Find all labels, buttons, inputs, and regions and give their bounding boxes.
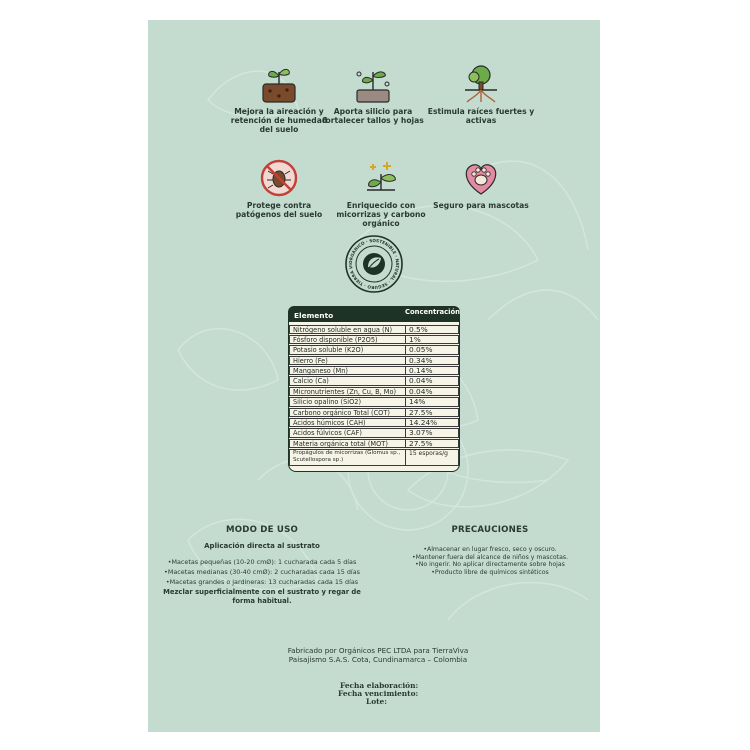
usage-item: •Macetas grandes o jardineras: 13 cucharadas cada 15 días [165,578,359,587]
row-name: Ácidos húmicos (CAH) [289,418,406,427]
feature-roots [426,62,536,126]
row-name: Propágulos de micorrizas (Glomus sp., Scutellospora sp.) [289,449,406,466]
row-name: Micronutrientes (Zn, Cu, B, Mo) [289,387,406,396]
row-value: 14.24% [406,418,459,427]
table-row [289,334,459,344]
organic-seal-logo [344,234,404,294]
usage-title: MODO DE USO [226,525,298,535]
feature-enriched-text: Enriquecido con micorrizas y carbono orgánico [336,201,426,228]
manufacturer-line-2: Paisajismo S.A.S. Cota, Cundinamarca – Colombia [288,655,468,665]
table-row [289,418,459,428]
row-name: Hierro (Fe) [289,356,406,365]
feature-silicon [318,62,428,126]
soil-sprout-icon [257,62,301,106]
row-value: 27.5% [406,408,459,417]
header-concentration: Concentración [404,308,460,316]
usage-item: •Macetas medianas (30-40 cmØ): 2 cucharadas cada 15 días [164,568,360,577]
precaution-item: •Almacenar en lugar fresco, seco y oscuro. [423,546,557,554]
row-value: 0.34% [406,356,459,365]
table-row [289,386,459,396]
row-value: 3.07% [406,428,459,437]
row-name: Potasio soluble (K2O) [289,345,406,354]
precaution-item: •No ingerir. No aplicar directamente sobre hojas [415,561,565,569]
enriched-plant-icon [359,156,403,200]
feature-protect-text: Protege contra patógenos del suelo [235,201,323,219]
no-pest-icon [257,156,301,200]
row-value: 14% [406,397,459,406]
feature-silicon-text: Aporta silicio para fortalecer tallos y hojas [322,107,424,125]
table-row [289,376,459,386]
lot-label: Lote: [366,696,387,706]
table-header [288,306,460,322]
row-name: Manganeso (Mn) [289,366,406,375]
pet-heart-icon [459,156,503,200]
feature-aeration-text: Mejora la aireación y retención de humedad del suelo [230,107,328,134]
elaboration-date-label: Fecha elaboración: [340,681,419,690]
table-row [289,449,459,467]
manufacturer-line-1: Fabricado por Orgánicos PEC LTDA para TierraViva [287,646,469,655]
row-name: Carbono orgánico Total (COT) [289,408,406,417]
usage-section [162,525,362,605]
usage-item: •Macetas pequeñas (10-20 cmØ): 1 cucharada cada 5 días [167,558,357,567]
precaution-item: •Mantener fuera del alcance de niños y mascotas. [411,553,569,561]
table-row [289,407,459,417]
product-label [148,20,600,732]
expiry-date-label: Fecha vencimiento: [338,688,419,698]
row-name: Silicio opalino (SiO2) [289,397,406,406]
row-value: 0.5% [406,325,459,334]
usage-final-note: Mezclar superficialmente con el sustrato y regar de forma habitual. [163,588,361,605]
row-value: 0.14% [406,366,459,375]
row-name: Materia orgánica total (MOT) [289,439,406,448]
table-row [289,366,459,376]
table-row [289,324,459,334]
row-name: Ácidos fúlvicos (CAF) [289,428,406,437]
table-row [289,345,459,355]
production-dates [298,682,458,705]
usage-subtitle: Aplicación directa al sustrato [204,541,320,550]
table-row [289,438,459,448]
feature-pets-text: Seguro para mascotas [433,201,529,210]
seal-ring-text: ORGÁNICO · SOSTENIBLE · NATURAL · SEGURO · TIERRA VI [347,237,401,291]
row-value: 0.05% [406,345,459,354]
feature-roots-text: Estimula raíces fuertes y activas [427,107,535,125]
precautions-list [390,546,590,576]
feature-protect [224,156,334,220]
row-value: 15 esporas/g [406,449,459,466]
tree-roots-icon [459,62,503,106]
row-value: 0.04% [406,376,459,385]
row-value: 1% [406,335,459,344]
precautions-title: PRECAUCIONES [451,525,529,535]
feature-pets [426,156,536,211]
table-row [289,428,459,438]
header-element: Elemento [294,311,334,320]
composition-table [288,306,460,472]
table-body [288,322,460,472]
feature-enriched [326,156,436,229]
row-value: 27.5% [406,439,459,448]
precautions-section [390,525,590,576]
plant-soil-icon [351,62,395,106]
row-value: 0.04% [406,387,459,396]
row-name: Nitrógeno soluble en agua (N) [289,325,406,334]
precaution-item: •Producto libre de químicos sintéticos [431,568,549,576]
row-name: Calcio (Ca) [289,376,406,385]
table-row [289,397,459,407]
manufacturer-info [228,646,528,665]
row-name: Fósforo disponible (P2O5) [289,335,406,344]
table-row [289,355,459,365]
